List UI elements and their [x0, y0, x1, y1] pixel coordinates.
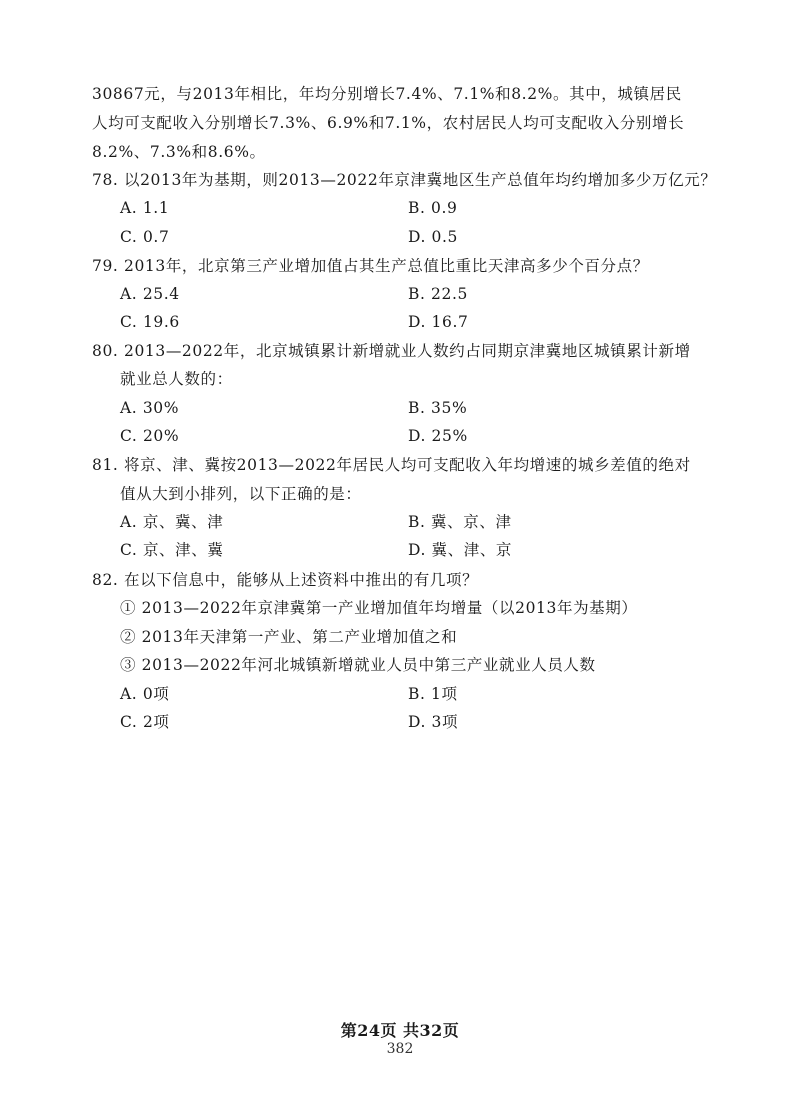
q82-option-d: D. 3项: [408, 713, 459, 731]
question-78-stem: 78. 以2013年为基期，则2013—2022年京津冀地区生产总值年均约增加多少万亿元？: [92, 171, 717, 189]
intro-line-2: 人均可支配收入分别增长7.3%、6.9%和7.1%，农村居民人均可支配收入分别增长: [92, 114, 685, 132]
question-81-stem-line-2: 值从大到小排列，以下正确的是：: [120, 485, 362, 503]
q80-option-b: B. 35%: [408, 399, 468, 417]
question-81-stem-line-1: 81. 将京、津、冀按2013—2022年居民人均可支配收入年均增速的城乡差值的绝对: [92, 456, 691, 474]
q81-option-b: B. 冀、京、津: [408, 513, 512, 531]
page-info: 第24页 共32页: [340, 1021, 460, 1040]
q82-statement-3: ③ 2013—2022年河北城镇新增就业人员中第三产业就业人员人数: [120, 656, 596, 674]
q81-option-c: C. 京、津、冀: [120, 541, 224, 559]
q80-option-a: A. 30%: [120, 399, 180, 417]
q78-option-c: C. 0.7: [120, 228, 170, 246]
q79-option-c: C. 19.6: [120, 313, 180, 331]
q82-option-a: A. 0项: [120, 685, 170, 703]
intro-line-1: 30867元，与2013年相比，年均分别增长7.4%、7.1%和8.2%。其中，城镇居民: [92, 85, 682, 103]
question-79-stem: 79. 2013年，北京第三产业增加值占其生产总值比重比天津高多少个百分点？: [92, 257, 649, 275]
q82-statement-1: ① 2013—2022年京津冀第一产业增加值年均增量（以2013年为基期）: [120, 599, 638, 617]
q81-option-a: A. 京、冀、津: [120, 513, 224, 531]
page-number: 382: [386, 1041, 414, 1057]
q82-option-b: B. 1项: [408, 685, 458, 703]
q80-option-d: D. 25%: [408, 427, 468, 445]
q79-option-d: D. 16.7: [408, 313, 469, 331]
question-80-stem-line-2: 就业总人数的：: [120, 370, 233, 388]
question-82-stem: 82. 在以下信息中，能够从上述资料中推出的有几项？: [92, 571, 479, 589]
q79-option-a: A. 25.4: [120, 285, 180, 303]
q78-option-b: B. 0.9: [408, 199, 458, 217]
q78-option-a: A. 1.1: [120, 199, 170, 217]
q80-option-c: C. 20%: [120, 427, 180, 445]
q78-option-d: D. 0.5: [408, 228, 458, 246]
q79-option-b: B. 22.5: [408, 285, 468, 303]
intro-line-3: 8.2%、7.3%和8.6%。: [92, 143, 266, 161]
q82-option-c: C. 2项: [120, 713, 170, 731]
q82-statement-2: ② 2013年天津第一产业、第二产业增加值之和: [120, 628, 458, 646]
q81-option-d: D. 冀、津、京: [408, 541, 513, 559]
question-80-stem-line-1: 80. 2013—2022年，北京城镇累计新增就业人数约占同期京津冀地区城镇累计新增: [92, 342, 691, 360]
